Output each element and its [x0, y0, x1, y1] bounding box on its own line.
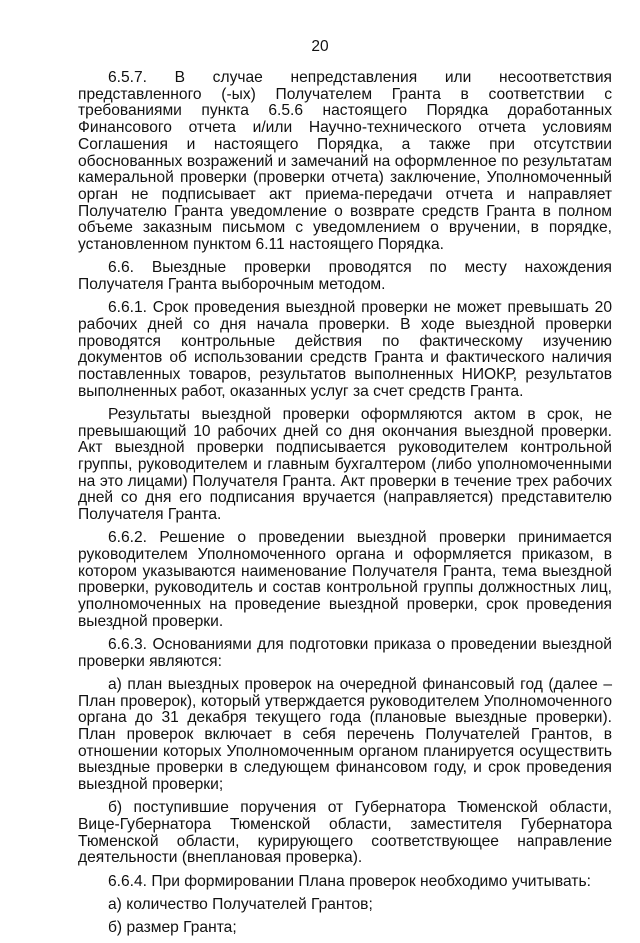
paragraph-item-b-instructions: б) поступившие поручения от Губернатора Тюменской области, Вице-Губернатора Тюменской области, заместителя Губернатора Тюменской области, курирующего соответствующее направление деятельности (внеплановая проверка).	[78, 799, 612, 867]
list-item-b-grant-size: б) размер Гранта;	[108, 919, 237, 937]
page-number: 20	[311, 38, 329, 55]
paragraph-6-6-1: 6.6.1. Срок проведения выездной проверки не может превышать 20 рабочих дней со дня начала проверки. В ходе выездной проверки проводятся контрольные действия по фактическому изучению документов об использовании средств Гранта и фактического наличия поставленных товаров, результатов выполненных НИОКР, результатов выполненных работ, оказанных услуг за счет средств Гранта.	[78, 299, 612, 400]
paragraph-6-6-3: 6.6.3. Основаниями для подготовки приказа о проведении выездной проверки являются:	[78, 636, 612, 670]
paragraph-6-6-4: 6.6.4. При формировании Плана проверок необходимо учитывать:	[108, 872, 591, 890]
document-body	[78, 70, 612, 943]
list-item-a-grantee-count: а) количество Получателей Грантов;	[108, 895, 373, 913]
paragraph-item-a-plan: а) план выездных проверок на очередной финансовый год (далее – План проверок), который утверждается руководителем Уполномоченного органа до 31 декабря текущего года (плановые выездные проверки). План проверок включает в себя перечень Получателей Грантов, в отношении которых Уполномоченным органом планируется осуществить выездные проверки в следующем финансовом году, и срок проведения выездной проверки;	[78, 675, 612, 794]
paragraph-6-5-7: 6.5.7. В случае непредставления или несоответствия представленного (-ых) Получателем Гранта в соответствии с требованиями пункта 6.5.6 настоящего Порядка доработанных Финансового отчета и/или Научно-технического отчета условиям Соглашения и настоящего Порядка, а также при отсутствии обоснованных возражений и замечаний на оформленное по результатам камеральной проверки (проверки отчета) заключение, Уполномоченный орган не подписывает акт приема-передачи отчета и направляет Получателю Гранта уведомление о возврате средств Гранта в полном объеме заказным письмом с уведомлением о вручении, в порядке, установленном пунктом 6.11 настоящего Порядка.	[78, 69, 612, 254]
paragraph-inspection-results: Результаты выездной проверки оформляются актом в срок, не превышающий 10 рабочих дней со дня окончания выездной проверки. Акт выездной проверки подписывается руководителем контрольной группы, руководителем и главным бухгалтером (либо уполномоченными на это лицами) Получателя Гранта. Акт проверки в течение трех рабочих дней со дня его подписания вручается (направляется) представителю Получателя Гранта.	[78, 405, 612, 524]
paragraph-6-6: 6.6. Выездные проверки проводятся по месту нахождения Получателя Гранта выборочным методом.	[78, 259, 612, 293]
paragraph-6-6-2: 6.6.2. Решение о проведении выездной проверки принимается руководителем Уполномоченного органа и оформляется приказом, в котором указываются наименование Получателя Гранта, тема выездной проверки, руководитель и состав контрольной группы должностных лиц, уполномоченных на проведение выездной проверки, срок проведения выездной проверки.	[78, 529, 612, 630]
